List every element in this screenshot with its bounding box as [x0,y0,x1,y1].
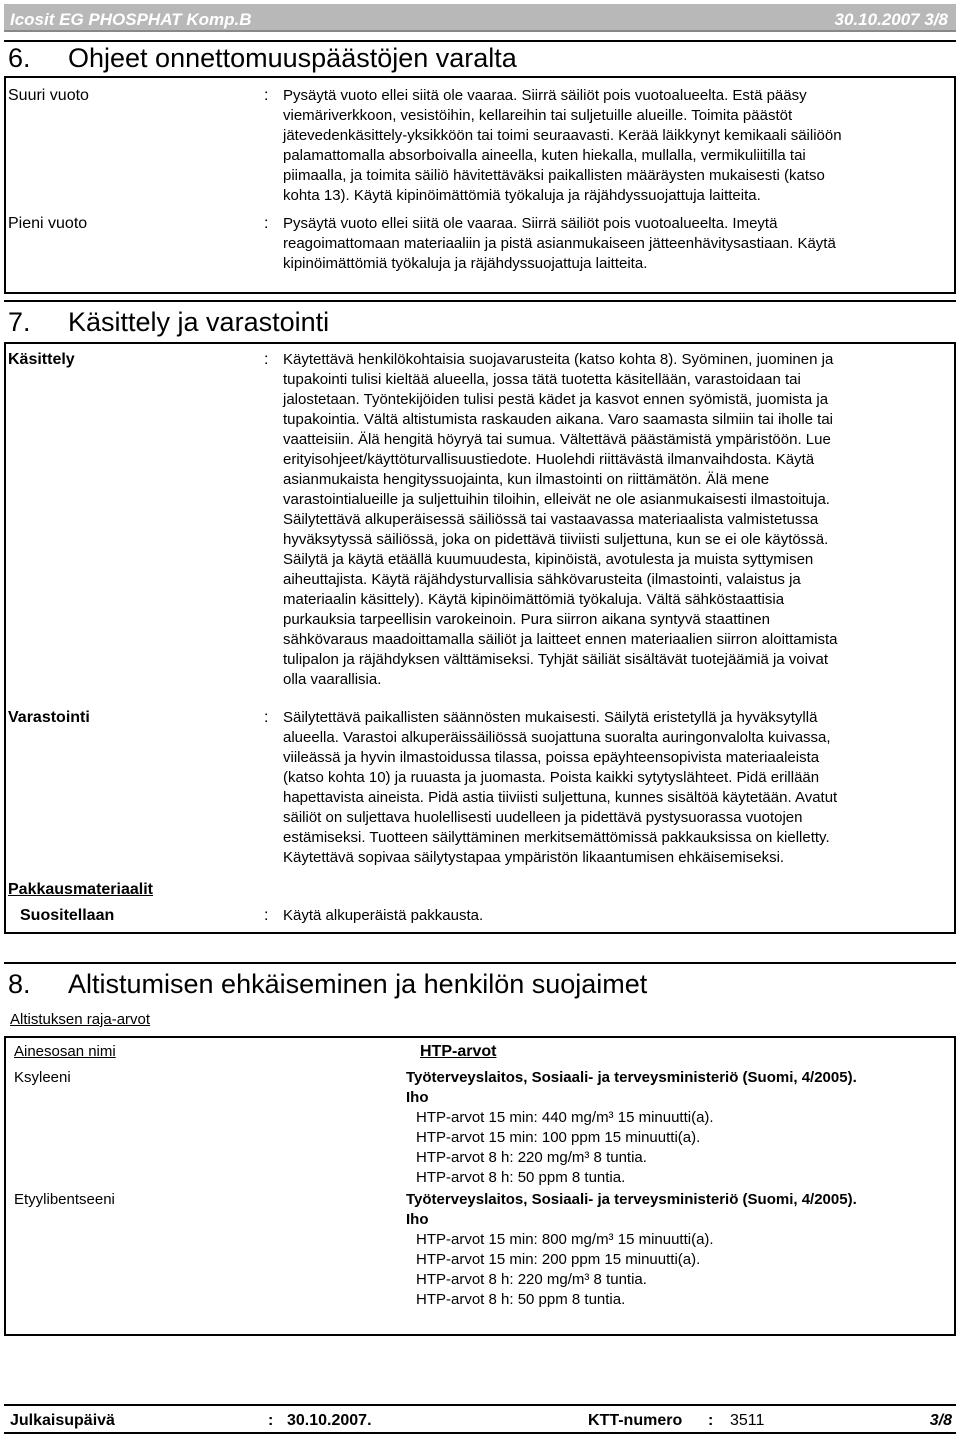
header-date-page: 30.10.2007 3/8 [834,10,948,29]
skin-notation: Iho [406,1089,429,1106]
text-line: piimaalla, ja toimita säiliö hävitettäväksi paikallisten määräysten mukaisesti (katso [283,167,825,184]
text-line: hapettavista aineista. Pidä astia tiiviisti suljettuna, kunnes sisältöä käytetään. Avatut [283,789,838,806]
text-line: estämiseksi. Tuotteen säilyttäminen merkitsemättömissä pakkauksissa on kielletty. [283,829,830,846]
text-line: purkauksia tarpeellisin varokeinoin. Pura siirron aikana syntyvä staattinen [283,611,770,628]
limit-value-line: HTP-arvot 15 min: 440 mg/m³ 15 minuutti(a). [416,1109,714,1126]
document-header [4,4,956,32]
colon: : [264,87,269,104]
colon: : [264,709,269,726]
col-header-name: Ainesosan nimi [14,1043,116,1060]
section-title: Altistumisen ehkäiseminen ja henkilön suojaimet [68,969,648,999]
altistuksen-raja-arvot-heading: Altistuksen raja-arvot [10,1011,151,1028]
col-header-values: HTP-arvot [420,1043,497,1060]
suositellaan-label: Suositellaan [20,907,115,924]
colon: : [264,351,269,368]
text-line: Pysäytä vuoto ellei siitä ole vaaraa. Siirrä säiliöt pois vuotoalueelta. Estä pääsy [283,87,807,104]
suuri-vuoto-label: Suuri vuoto [8,87,89,104]
text-line: kohta 13). Käytä kipinöimättömiä työkaluja ja räjähdyssuojattuja laitteita. [283,187,761,204]
section-6-title [4,40,956,76]
text-line: vaatteisiin. Älä hengitä höyryä tai sumua. Vältettävä päästämistä ympäristöön. Lue [283,431,831,448]
ingredient-name: Etyylibentseeni [14,1191,115,1208]
pieni-vuoto-label: Pieni vuoto [8,215,88,232]
varastointi-text [283,708,951,868]
footer-page: 3/8 [929,1412,952,1429]
ingredient-name: Ksyleeni [14,1069,71,1086]
text-line: Säilytettävä alkuperäisessä säiliössä tai vastaavassa materiaalista valmistetussa [283,511,819,528]
section-7-title [4,300,956,342]
text-line: (katso kohta 10) ja ruuasta ja juomasta. Poista kaikki sytytyslähteet. Pidä erillään [283,769,820,786]
limit-value-line: HTP-arvot 8 h: 220 mg/m³ 8 tuntia. [416,1271,647,1288]
limit-value-line: HTP-arvot 15 min: 800 mg/m³ 15 minuutti(a). [416,1231,714,1248]
skin-notation: Iho [406,1211,429,1228]
text-line: kipinöimättömiä työkaluja ja räjähdyssuojattuja laitteita. [283,255,648,272]
text-line: olla vaarallisia. [283,671,382,688]
text-line: Käytettävä henkilökohtaisia suojavarusteita (katso kohta 8). Syöminen, juominen ja [283,351,834,368]
text-line: Säilytettävä paikallisten säännösten mukaisesti. Säilytä eristetyllä ja hyväksytyllä [283,709,818,726]
footer-ktt-value: 3511 [730,1412,765,1429]
section-title: Ohjeet onnettomuuspäästöjen varalta [68,43,517,73]
kasittely-text [283,350,951,690]
limit-source: Työterveyslaitos, Sosiaali- ja terveysministeriö (Suomi, 4/2005). [406,1069,857,1086]
footer-date: 30.10.2007. [287,1412,372,1429]
text-line: erityisohjeet/käyttöturvallisuustiedote. Huolehdi riittävästä ilmanvaihdosta. Käytä [283,451,815,468]
colon: : [264,215,269,232]
section-number: 7. [8,307,31,337]
text-line: tupakointia. Vältä altistumista raskauden aikana. Varo saamasta silmiin tai iholle tai [283,411,834,428]
text-line: sähkövaraus maadoittamalla säiliöt ja laitteet ennen materiaalien siirron aloittamista [283,631,838,648]
kasittely-label: Käsittely [8,351,75,368]
limit-value-line: HTP-arvot 15 min: 200 ppm 15 minuutti(a). [416,1251,701,1268]
suositellaan-text [283,906,951,926]
text-line: tupakointi tulisi kieltää alueella, jossa tätä tuotetta käsitellään, varastoidaan tai [283,371,801,388]
limit-value-line: HTP-arvot 15 min: 100 ppm 15 minuutti(a). [416,1129,701,1146]
text-line: jalostetaan. Työntekijöiden tulisi pestä kädet ja kasvot ennen syömistä, juomista ja [283,391,829,408]
text-line: tulipalon ja räjähdyksen välttämiseksi. Tyhjät säiliät sisältävät tuotejäämiä ja voivat [283,651,828,668]
footer-colon: : [268,1412,274,1429]
document-footer [4,1404,956,1434]
pieni-vuoto-text [283,214,951,274]
footer-ktt-label: KTT-numero [588,1412,683,1429]
text-line: viileässä ja hyvin ilmastoidussa tilassa, poissa epäyhteensopivista materiaaleista [283,749,820,766]
text-line: jätevedenkäsittely-yksikköön tai toimi seuraavasti. Kerää läikkynyt kemikaali säiliöön [283,127,842,144]
text-line: Käytettävä sopivaa säilytystapaa ympäristön likaantumisen ehkäisemiseksi. [283,849,785,866]
footer-colon: : [708,1412,714,1429]
limit-values [416,1230,714,1310]
section-number: 6. [8,43,31,73]
text-line: viemäriverkkoon, vesistöihin, kellareihin tai suljetuille alueille. Toimita päästöt [283,107,793,124]
text-line: reagoimattomaan materiaaliin ja pistä asianmukaiseen jätteenhävitysastiaan. Käytä [283,235,836,252]
limit-value-line: HTP-arvot 8 h: 50 ppm 8 tuntia. [416,1169,626,1186]
section-8-title [4,962,956,1004]
text-line: varastointialueille ja suljettuihin tiloihin, elleivät ne ole asianmukaisesti ilmastoituja. [283,491,830,508]
limit-value-line: HTP-arvot 8 h: 220 mg/m³ 8 tuntia. [416,1149,647,1166]
footer-label: Julkaisupäivä [10,1412,115,1429]
text-line: Säilytä ja käytä etäällä kuumuudesta, kipinöistä, avotulesta ja muista syttymisen [283,551,814,568]
text-line: säiliöt on suljettava huolellisesti uudelleen ja pidettävä pystysuorassa vuotojen [283,809,803,826]
text-line: Käytä alkuperäistä pakkausta. [283,907,484,924]
pakkausmateriaalit-heading: Pakkausmateriaalit [8,881,153,898]
suuri-vuoto-text [283,86,951,206]
header-product: Icosit EG PHOSPHAT Komp.B [10,10,252,29]
text-line: aiheuttajista. Käytä räjähdysturvallisia sähkövarusteita (ilmastointi, valaistus ja [283,571,801,588]
text-line: palamattomalla absorboivalla aineella, kuten hiekalla, mullalla, vermikuliitilla tai [283,147,806,164]
colon: : [264,907,269,924]
section-number: 8. [8,969,31,999]
limit-value-line: HTP-arvot 8 h: 50 ppm 8 tuntia. [416,1291,626,1308]
text-line: materiaalin käsittely). Käytä kipinöimättömiä työkaluja. Vältä sähköstaattisia [283,591,785,608]
varastointi-label: Varastointi [8,709,90,726]
text-line: Pysäytä vuoto ellei siitä ole vaaraa. Siirrä säiliöt pois vuotoalueelta. Imeytä [283,215,778,232]
limit-source: Työterveyslaitos, Sosiaali- ja terveysministeriö (Suomi, 4/2005). [406,1191,857,1208]
section-title: Käsittely ja varastointi [68,307,330,337]
limit-values [416,1108,714,1188]
text-line: alueella. Varastoi alkuperäissäiliössä suojattuna suoralta auringonvalolta kuivassa, [283,729,831,746]
text-line: hyväksytyssä säiliössä, joka on pidettävä tiiviisti suljettuna, kun se ei ole käytössä. [283,531,829,548]
text-line: asianmukaista hengityssuojainta, kun ilmastointi on riittämätön. Älä mene [283,471,770,488]
